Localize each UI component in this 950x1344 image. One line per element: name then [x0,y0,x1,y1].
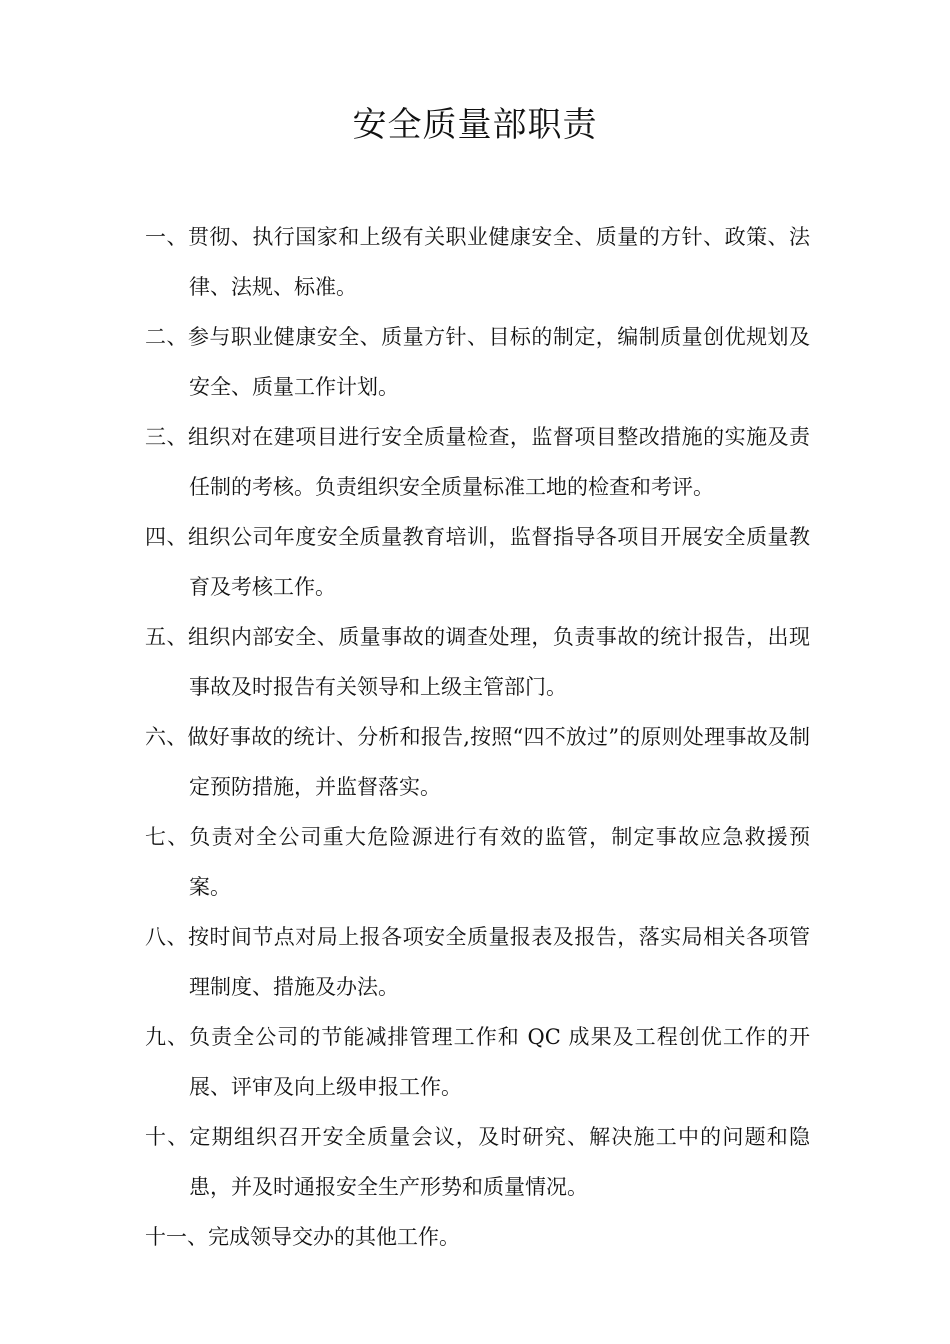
list-item [145,1012,810,1112]
item-text: 组织内部安全、质量事故的调查处理，负责事故的统计报告，出现事故及时报告有关领导和上级主管部门。 [187,625,811,699]
item-text: 定期组织召开安全质量会议，及时研究、解决施工中的问题和隐患，并及时通报安全生产形势和质量情况。 [189,1125,811,1199]
item-text: 完成领导交办的其他工作。 [208,1225,460,1249]
list-item [145,412,810,512]
item-number: 五、 [145,625,188,649]
item-number: 七、 [145,825,190,849]
item-text: 贯彻、执行国家和上级有关职业健康安全、质量的方针、政策、法律、法规、标准。 [187,225,811,299]
item-text: 参与职业健康安全、质量方针、目标的制定，编制质量创优规划及安全、质量工作计划。 [187,325,811,399]
item-number: 六、 [145,725,188,749]
item-number: 十、 [145,1125,190,1149]
list-item [145,312,810,412]
item-number: 二、 [145,325,188,349]
list-item [145,912,810,1012]
item-number: 一、 [145,225,188,249]
list-item [145,712,810,812]
item-text: 按时间节点对局上报各项安全质量报表及报告，落实局相关各项管理制度、措施及办法。 [187,925,811,999]
item-text: 做好事故的统计、分析和报告,按照“四不放过”的原则处理事故及制定预防措施，并监督落实。 [187,725,810,799]
list-item [145,1212,810,1262]
item-number: 九、 [145,1025,190,1049]
item-text: 组织公司年度安全质量教育培训，监督指导各项目开展安全质量教育及考核工作。 [187,525,811,599]
responsibility-list [145,212,810,1262]
item-number: 八、 [145,925,188,949]
list-item [145,212,810,312]
item-number: 十一、 [145,1225,208,1249]
list-item [145,612,810,712]
item-number: 四、 [145,525,188,549]
item-number: 三、 [145,425,188,449]
item-text: 负责全公司的节能减排管理工作和 QC 成果及工程创优工作的开展、评审及向上级申报工作。 [189,1025,810,1099]
item-text: 负责对全公司重大危险源进行有效的监管，制定事故应急救援预案。 [189,825,811,899]
list-item [145,512,810,612]
list-item [145,1112,810,1212]
item-text: 组织对在建项目进行安全质量检查，监督项目整改措施的实施及责任制的考核。负责组织安全质量标准工地的检查和考评。 [187,425,811,499]
list-item [145,812,810,912]
page-title: 安全质量部职责 [352,105,598,145]
